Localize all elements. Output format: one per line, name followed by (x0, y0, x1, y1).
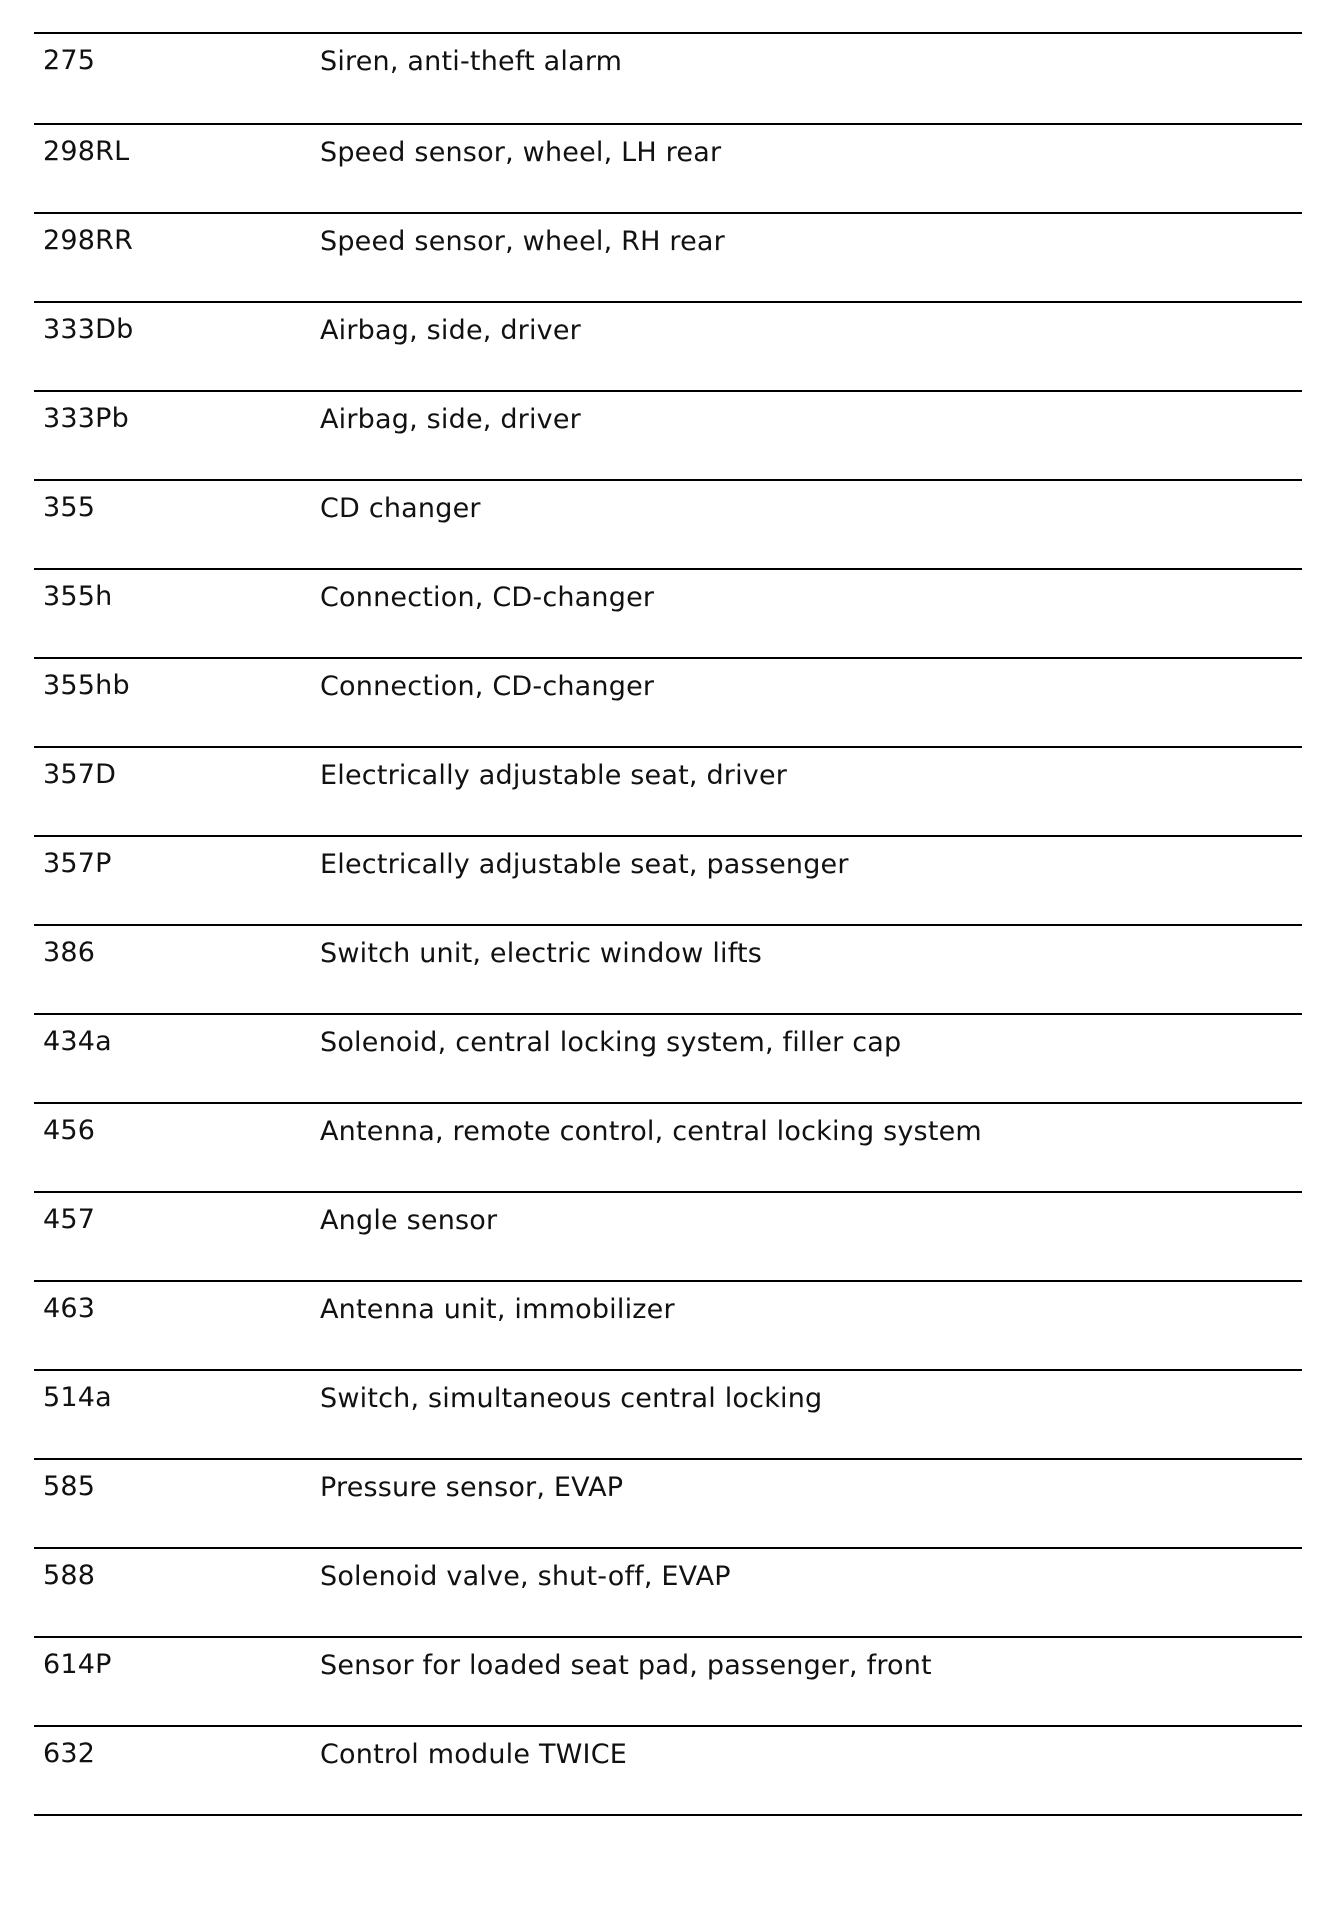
table-row (34, 1193, 1302, 1282)
component-description: Angle sensor (320, 1205, 498, 1236)
component-code: 434a (43, 1026, 112, 1057)
component-code: 632 (43, 1738, 96, 1769)
component-code: 355hb (43, 670, 130, 701)
table-row (34, 837, 1302, 926)
component-code: 456 (43, 1115, 96, 1146)
table-row (34, 1727, 1302, 1816)
component-description: Antenna unit, immobilizer (320, 1294, 675, 1325)
component-description: Airbag, side, driver (320, 315, 581, 346)
component-code: 333Db (43, 314, 134, 345)
table-row (34, 125, 1302, 214)
component-description: Solenoid valve, shut-off, EVAP (320, 1561, 731, 1592)
component-code: 298RR (43, 225, 134, 256)
component-description: Switch unit, electric window lifts (320, 938, 763, 969)
component-description: Electrically adjustable seat, driver (320, 760, 788, 791)
component-description: Control module TWICE (320, 1739, 628, 1770)
table-row (34, 1282, 1302, 1371)
component-code: 355 (43, 492, 96, 523)
component-code: 275 (43, 45, 96, 76)
table-row (34, 1015, 1302, 1104)
component-code: 514a (43, 1382, 112, 1413)
component-code: 386 (43, 937, 96, 968)
table-row (34, 303, 1302, 392)
table-row (34, 34, 1302, 125)
component-description: Switch, simultaneous central locking (320, 1383, 823, 1414)
table-row (34, 481, 1302, 570)
component-code: 588 (43, 1560, 96, 1591)
table-row (34, 926, 1302, 1015)
component-description: Solenoid, central locking system, filler cap (320, 1027, 902, 1058)
table-row (34, 659, 1302, 748)
component-description: Sensor for loaded seat pad, passenger, front (320, 1650, 932, 1681)
table-row (34, 214, 1302, 303)
component-description: Connection, CD-changer (320, 671, 655, 702)
component-description: Airbag, side, driver (320, 404, 581, 435)
component-description: Speed sensor, wheel, RH rear (320, 226, 725, 257)
component-code: 357D (43, 759, 117, 790)
component-description: Electrically adjustable seat, passenger (320, 849, 849, 880)
table-row (34, 748, 1302, 837)
table-row (34, 1549, 1302, 1638)
component-description: Connection, CD-changer (320, 582, 655, 613)
component-code: 457 (43, 1204, 96, 1235)
table-row (34, 1638, 1302, 1727)
component-code: 333Pb (43, 403, 129, 434)
component-description: Siren, anti-theft alarm (320, 46, 623, 77)
component-code: 298RL (43, 136, 130, 167)
component-code: 463 (43, 1293, 96, 1324)
component-code: 614P (43, 1649, 112, 1680)
component-code: 585 (43, 1471, 96, 1502)
component-code: 355h (43, 581, 113, 612)
component-description: CD changer (320, 493, 481, 524)
table-row (34, 570, 1302, 659)
component-code: 357P (43, 848, 112, 879)
component-description: Speed sensor, wheel, LH rear (320, 137, 722, 168)
table-row (34, 392, 1302, 481)
component-description: Pressure sensor, EVAP (320, 1472, 624, 1503)
component-table (34, 32, 1302, 1816)
table-row (34, 1371, 1302, 1460)
component-description: Antenna, remote control, central locking system (320, 1116, 982, 1147)
table-row (34, 1460, 1302, 1549)
table-row (34, 1104, 1302, 1193)
